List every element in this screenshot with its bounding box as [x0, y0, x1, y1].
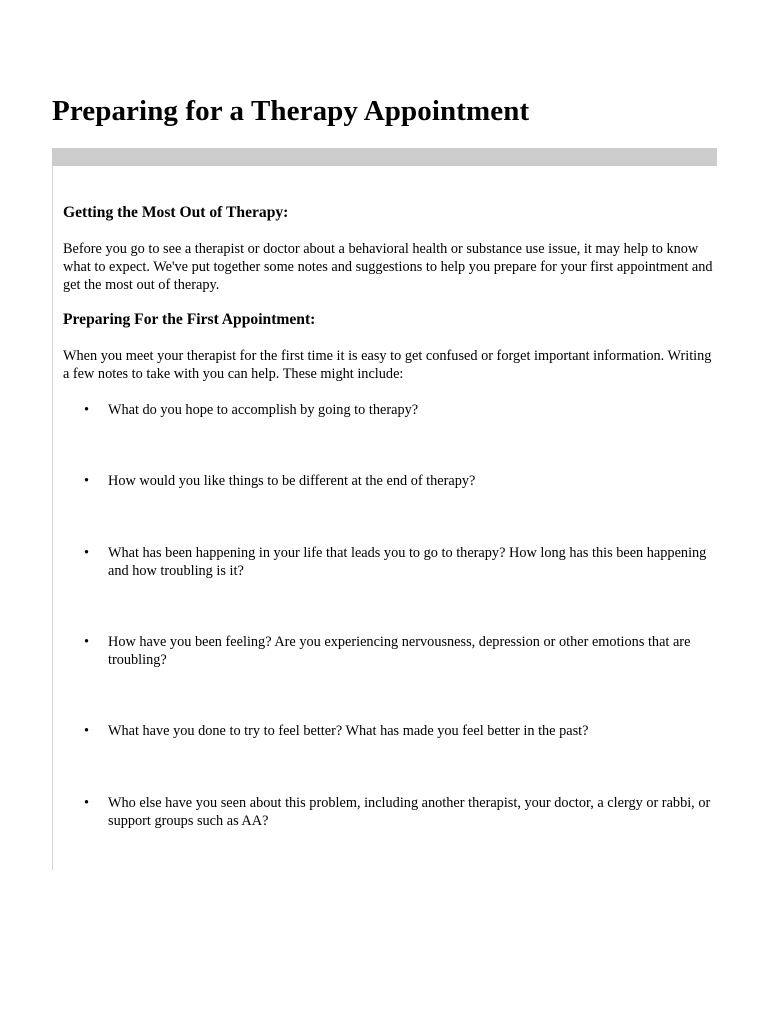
bullet-icon: • [84, 723, 90, 739]
section-heading-getting-most-out: Getting the Most Out of Therapy: [63, 204, 289, 221]
bullet-icon: • [84, 634, 90, 650]
list-item-text: How would you like things to be different at the end of therapy? [108, 473, 476, 489]
notes-paragraph: When you meet your therapist for the first time it is easy to get confused or forget important information. Writing a few notes to take with you can help. These might include: [63, 348, 712, 382]
list-item [63, 722, 713, 740]
bullet-icon: • [84, 795, 90, 811]
page-title: Preparing for a Therapy Appointment [52, 95, 530, 127]
list-item [63, 633, 713, 669]
bullet-icon: • [84, 545, 90, 561]
bullet-icon: • [84, 473, 90, 489]
article-body [63, 203, 713, 830]
section-heading-first-appointment: Preparing For the First Appointment: [63, 311, 316, 328]
bullet-icon: • [84, 402, 90, 418]
list-item [63, 472, 713, 490]
content-left-border [52, 166, 53, 870]
intro-paragraph: Before you go to see a therapist or doctor about a behavioral health or substance use issue, it may help to know what to expect. We've put together some notes and suggestions to help you prepare for your first appointment and get the most out of therapy. [63, 241, 713, 293]
list-item-text: What have you done to try to feel better? What has made you feel better in the past? [108, 723, 589, 739]
list-item [63, 794, 713, 830]
list-item [63, 544, 713, 580]
list-item [63, 401, 713, 419]
question-list [63, 401, 713, 830]
list-item-text: Who else have you seen about this problem, including another therapist, your doctor, a clergy or rabbi, or support groups such as AA? [108, 795, 711, 829]
list-item-text: What do you hope to accomplish by going to therapy? [108, 402, 419, 418]
list-item-text: How have you been feeling? Are you experiencing nervousness, depression or other emotions that are troubling? [108, 634, 691, 668]
header-divider-bar [52, 148, 717, 166]
list-item-text: What has been happening in your life that leads you to go to therapy? How long has this been happening and how troubling is it? [108, 545, 707, 579]
